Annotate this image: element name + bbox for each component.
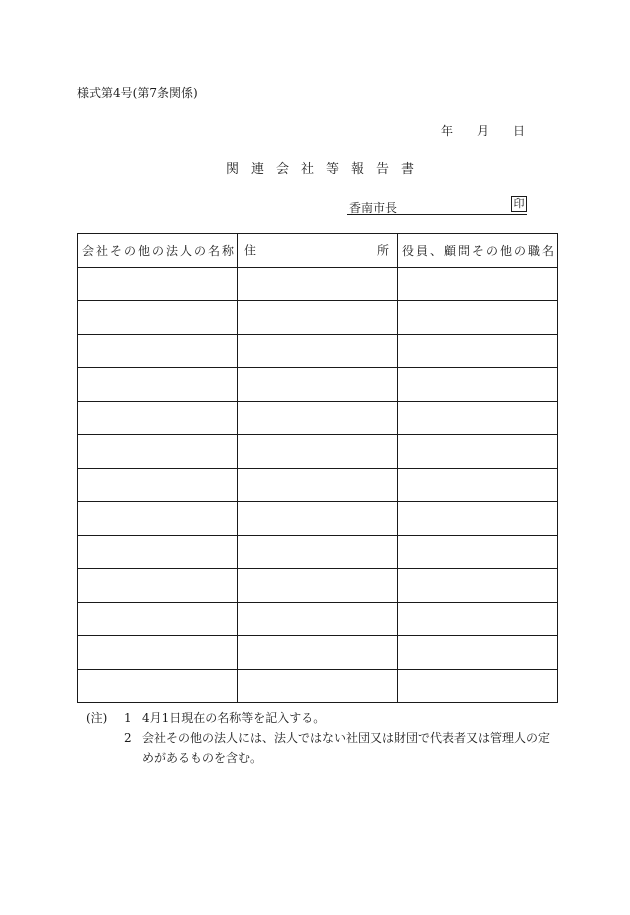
position-cell[interactable] (398, 401, 558, 435)
notes-section (86, 708, 556, 768)
note-number: 2 (124, 731, 132, 745)
addressee-name: 香南市長 (349, 201, 398, 215)
position-cell[interactable] (398, 502, 558, 536)
position-cell[interactable] (398, 636, 558, 670)
date-month-label: 月 (477, 124, 490, 138)
company-name-cell[interactable] (78, 468, 238, 502)
notes-label: (注) (86, 711, 108, 725)
position-cell[interactable] (398, 368, 558, 402)
company-name-cell[interactable] (78, 267, 238, 301)
note-text: 4月1日現在の名称等を記入する。 (142, 711, 326, 725)
company-name-cell[interactable] (78, 636, 238, 670)
position-cell[interactable] (398, 535, 558, 569)
address-cell[interactable] (238, 435, 398, 469)
table-row (78, 401, 558, 435)
address-cell[interactable] (238, 267, 398, 301)
date-line (441, 122, 525, 139)
address-cell[interactable] (238, 569, 398, 603)
company-name-cell[interactable] (78, 502, 238, 536)
table-row (78, 267, 558, 301)
date-day-label: 日 (513, 124, 526, 138)
address-cell[interactable] (238, 636, 398, 670)
table-row (78, 334, 558, 368)
address-cell[interactable] (238, 669, 398, 703)
position-cell[interactable] (398, 267, 558, 301)
note-item-1 (86, 708, 556, 728)
company-name-cell[interactable] (78, 301, 238, 335)
position-cell[interactable] (398, 301, 558, 335)
address-cell[interactable] (238, 401, 398, 435)
table-row (78, 435, 558, 469)
address-cell[interactable] (238, 535, 398, 569)
position-cell[interactable] (398, 569, 558, 603)
table-row (78, 636, 558, 670)
company-name-cell[interactable] (78, 569, 238, 603)
company-name-cell[interactable] (78, 334, 238, 368)
note-text: 会社その他の法人には、法人ではない社団又は財団で代表者又は管理人の定めがあるものを含む。 (142, 731, 551, 765)
table-row (78, 368, 558, 402)
position-cell[interactable] (398, 334, 558, 368)
position-cell[interactable] (398, 468, 558, 502)
address-cell[interactable] (238, 468, 398, 502)
company-name-cell[interactable] (78, 602, 238, 636)
company-name-cell[interactable] (78, 535, 238, 569)
related-company-table (77, 233, 558, 703)
note-item-2 (86, 728, 556, 768)
address-cell[interactable] (238, 602, 398, 636)
header-address-right: 所 (376, 243, 391, 258)
header-address-left: 住 (244, 243, 259, 258)
header-position: 役員、顧問その他の職名 (398, 234, 558, 268)
address-cell[interactable] (238, 334, 398, 368)
position-cell[interactable] (398, 669, 558, 703)
date-year-label: 年 (441, 124, 454, 138)
address-cell[interactable] (238, 301, 398, 335)
addressee-line (347, 196, 527, 215)
table-row (78, 301, 558, 335)
table-body (78, 267, 558, 703)
table-row (78, 669, 558, 703)
seal-mark: 印 (511, 196, 527, 212)
company-name-cell[interactable] (78, 368, 238, 402)
position-cell[interactable] (398, 602, 558, 636)
position-cell[interactable] (398, 435, 558, 469)
table-row (78, 468, 558, 502)
company-name-cell[interactable] (78, 669, 238, 703)
form-number: 様式第4号(第7条関係) (77, 86, 198, 100)
header-address (238, 234, 398, 268)
table-header-row (78, 234, 558, 268)
table-row (78, 535, 558, 569)
document-title: 関連会社等報告書 (226, 162, 427, 177)
table-row (78, 569, 558, 603)
company-name-cell[interactable] (78, 435, 238, 469)
table-row (78, 602, 558, 636)
address-cell[interactable] (238, 502, 398, 536)
note-number: 1 (124, 711, 132, 725)
address-cell[interactable] (238, 368, 398, 402)
table-row (78, 502, 558, 536)
header-company-name: 会社その他の法人の名称 (78, 234, 238, 268)
company-name-cell[interactable] (78, 401, 238, 435)
